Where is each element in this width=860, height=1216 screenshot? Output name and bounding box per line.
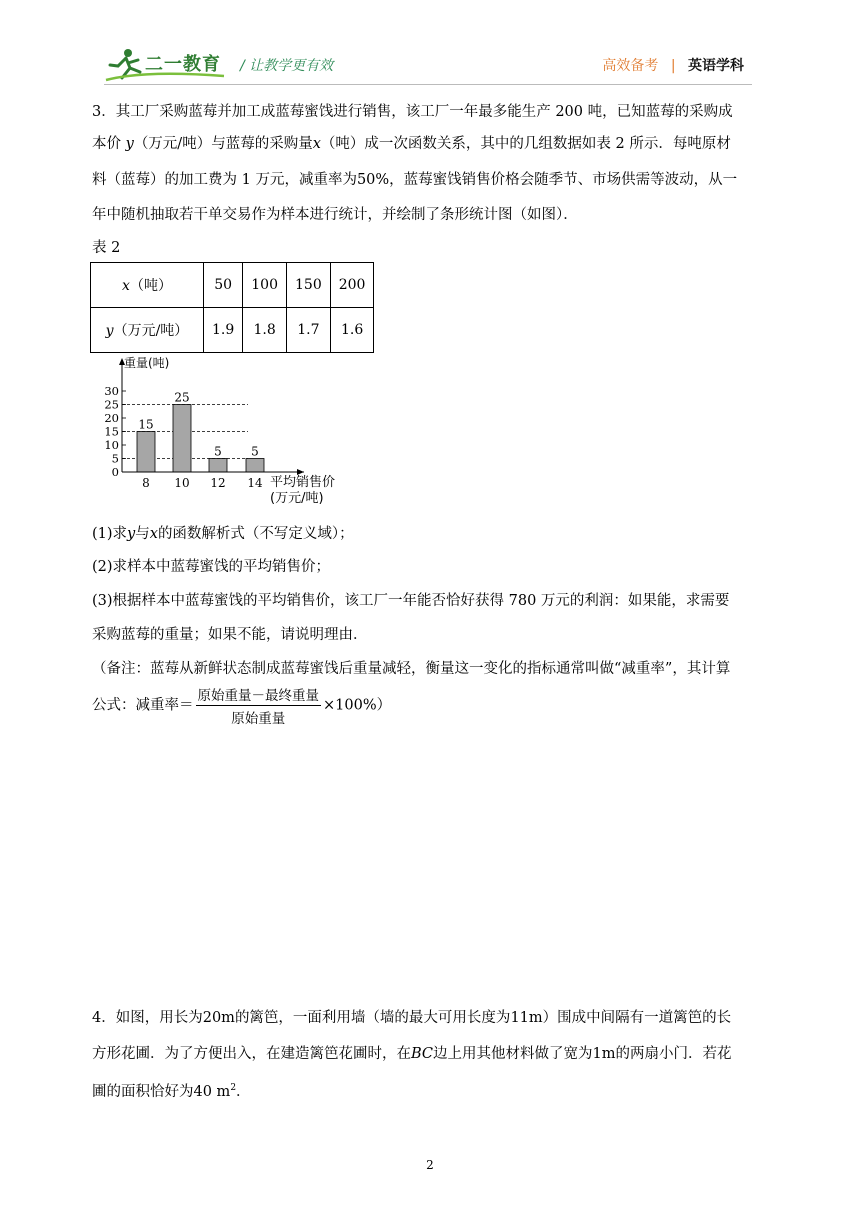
bar <box>209 459 227 473</box>
y-tick-label: 20 <box>104 411 119 425</box>
bar <box>246 459 264 473</box>
table-cell: 1.7 <box>287 308 331 353</box>
data-table <box>90 262 374 353</box>
var-x: x <box>312 136 321 152</box>
table-row <box>91 263 374 308</box>
q4-line-1 <box>92 1006 731 1027</box>
y-tick-label: 25 <box>104 397 119 412</box>
q4-l1-e: ）围成中间隔有一道篱笆的长 <box>542 1010 732 1026</box>
q3-l2-text-c: （吨）成一次函数关系，其中的几组数据如表 2 所示．每吨原材 <box>320 136 731 152</box>
fraction-numerator: 原始重量－最终重量 <box>196 684 322 706</box>
q4-l3-a: 圃的面积恰好为 <box>92 1084 194 1100</box>
x-axis-label: 平均销售价 <box>270 475 336 490</box>
table-row <box>91 308 374 353</box>
q4-l1-c: 的篱笆，一面利用墙（墙的最大可用长度为 <box>234 1010 511 1026</box>
page-number: 2 <box>426 1158 434 1172</box>
q3-line-3: 料（蓝莓）的加工费为 1 万元，减重率为50%，蓝莓蜜饯销售价格会随季节、市场供需等波动，从一 <box>92 172 738 188</box>
q3-l2-text-a: 本价 <box>92 136 126 152</box>
data-label: 15 <box>138 417 154 432</box>
fraction-denominator: 原始重量 <box>231 711 286 727</box>
sub-question-3-line-2: 采购蓝莓的重量；如果不能，请说明理由． <box>92 627 368 643</box>
var-x: x <box>122 278 130 294</box>
var-y: y <box>127 526 136 542</box>
q4-l2-b: BC <box>411 1046 434 1062</box>
var-y: y <box>105 323 114 339</box>
x-tick-label: 12 <box>210 476 226 490</box>
formula-fraction <box>196 684 322 727</box>
exam-label: 高效备考 <box>602 58 659 74</box>
q4-l1-b: 20m <box>202 1010 235 1026</box>
q3-l2-text-b: （万元/吨）与蓝莓的采购量 <box>133 136 313 152</box>
sub-question-1 <box>92 522 354 543</box>
slogan: / 让教学更有效 <box>240 58 334 74</box>
sub1-text-a: (1)求 <box>92 526 128 542</box>
sub-question-3-line-1: (3)根据样本中蓝莓蜜饯的平均销售价，该工厂一年能否恰好获得 780 万元的利润：如果能，求需要 <box>92 593 730 609</box>
x-axis-label-unit: (万元/吨) <box>270 491 324 506</box>
x-tick-label: 8 <box>142 476 150 490</box>
q4-line-3 <box>92 1080 251 1101</box>
y-tick-label: 10 <box>104 438 119 452</box>
table-caption: 表 2 <box>92 240 121 256</box>
x-tick-label: 14 <box>247 476 263 490</box>
q4-l2-d: 1m <box>592 1046 616 1062</box>
subject-label: 英语学科 <box>688 58 744 74</box>
q4-l1-d: 11m <box>510 1010 543 1026</box>
table-cell: 1.6 <box>330 308 374 353</box>
table-cell: 100 <box>243 263 287 308</box>
table-header-y <box>91 308 204 353</box>
y-tick-label: 5 <box>111 451 119 466</box>
header-right <box>602 55 744 75</box>
bar <box>137 432 155 473</box>
y-tick-label: 30 <box>104 384 119 398</box>
header-separator: | <box>670 58 676 74</box>
q4-l2-e: 的两扇小门．若花 <box>615 1046 732 1062</box>
table-cell: 150 <box>287 263 331 308</box>
header-divider <box>104 84 752 85</box>
note-formula-prefix: 公式：减重率＝ <box>92 697 194 714</box>
q3-line-1: 3．其工厂采购蓝莓并加工成蓝莓蜜饯进行销售，该工厂一年最多能生产 200 吨，已知蓝莓的采购成 <box>92 104 733 120</box>
q4-line-2 <box>92 1042 732 1063</box>
var-x: x <box>149 526 158 542</box>
table-cell: 1.9 <box>204 308 243 353</box>
note-line-1: （备注：蓝莓从新鲜状态制成蓝莓蜜饯后重量减轻，衡量这一变化的指标通常叫做“减重率”，其计算 <box>92 661 731 677</box>
unit-label: （吨） <box>129 278 172 294</box>
table-cell: 200 <box>330 263 374 308</box>
q3-line-4: 年中随机抽取若干单交易作为样本进行统计，并绘制了条形统计图（如图）． <box>92 207 578 223</box>
q4-l1-a: 4．如图，用长为 <box>92 1010 203 1026</box>
page-header <box>0 0 860 90</box>
logo-text: 二一教育 <box>145 54 221 75</box>
sub-question-2: (2)求样本中蓝莓蜜饯的平均销售价； <box>92 559 331 575</box>
sub1-text-c: 的函数解析式（不写定义域）； <box>157 526 354 542</box>
note-formula-suffix: ×100%） <box>323 697 392 714</box>
q4-l2-c: 边上用其他材料做了宽为 <box>433 1046 593 1062</box>
table-cell: 50 <box>204 263 243 308</box>
q4-l3-c: ． <box>236 1084 251 1100</box>
q4-l3-sup: 2 <box>230 1083 237 1094</box>
data-label: 5 <box>251 444 259 459</box>
bar-chart <box>98 352 368 512</box>
q3-line-2 <box>92 132 731 153</box>
var-y: y <box>125 136 134 152</box>
data-label: 25 <box>174 390 190 405</box>
y-axis-label: 重量(吨) <box>124 356 170 370</box>
unit-label: （万元/吨） <box>113 323 189 339</box>
bar <box>173 405 191 473</box>
y-tick-label: 15 <box>104 424 119 439</box>
sub1-text-b: 与 <box>135 526 150 542</box>
table-cell: 1.8 <box>243 308 287 353</box>
data-label: 5 <box>214 444 222 459</box>
y-tick-label: 0 <box>111 465 119 479</box>
q4-l2-a: 方形花圃．为了方便出入，在建造篱笆花圃时，在 <box>92 1046 411 1062</box>
x-tick-label: 10 <box>174 476 190 490</box>
q4-l3-b: 40 m <box>193 1084 231 1100</box>
table-header-x <box>91 263 204 308</box>
note-line-2 <box>92 684 391 727</box>
